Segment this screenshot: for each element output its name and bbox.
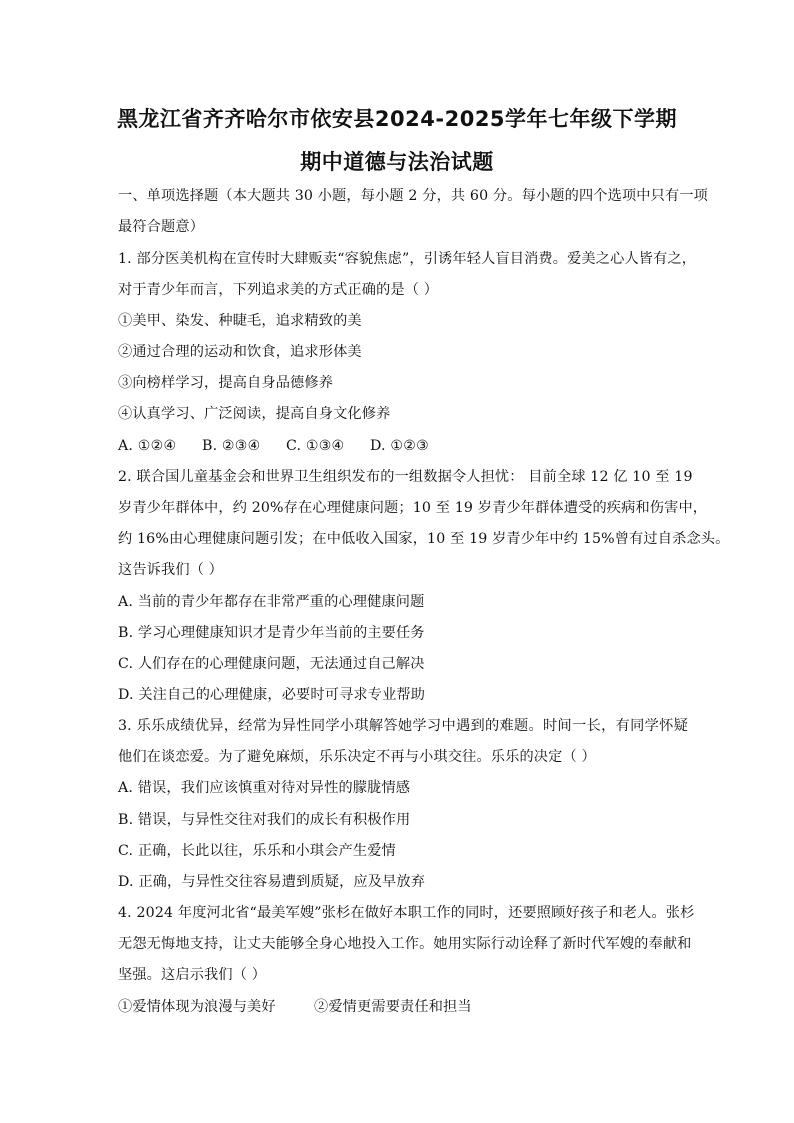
- section-instructions-line2: 最符合题意）: [118, 219, 205, 235]
- q1-statement-1: ①美甲、染发、种睫毛，追求精致的美: [118, 313, 362, 329]
- exam-title-line2: 期中道德与法治试题: [300, 150, 494, 174]
- q2-option-b: B. 学习心理健康知识才是青少年当前的主要任务: [118, 625, 425, 641]
- q1-option-b: B. ②③④: [202, 438, 261, 454]
- q3-option-c: C. 正确，长此以往，乐乐和小琪会产生爱情: [118, 843, 396, 859]
- q4-stem-line1: 4. 2024 年度河北省“最美军嫂”张杉在做好本职工作的同时，还要照顾好孩子和老人。张杉: [118, 905, 695, 921]
- q1-option-a: A. ①②④: [118, 438, 177, 454]
- q4-statement-2: ②爱情更需要责任和担当: [314, 999, 472, 1015]
- q4-stem-line3: 坚强。这启示我们（ ）: [118, 967, 267, 983]
- q1-option-c: C. ①③④: [286, 438, 345, 454]
- exam-title-line1: 黑龙江省齐齐哈尔市依安县2024-2025学年七年级下学期: [116, 107, 678, 131]
- q2-stem-line2: 岁青少年群体中，约 20%存在心理健康问题；10 至 19 岁青少年群体遭受的疾病和伤害中，: [118, 500, 708, 516]
- q4-stem-line2: 无怨无悔地支持，让丈夫能够全身心地投入工作。她用实际行动诠释了新时代军嫂的奉献和: [118, 936, 692, 952]
- q2-stem-line3: 约 16%由心理健康问题引发；在中低收入国家，10 至 19 岁青少年中约 15%曾有过自杀念头。: [118, 531, 730, 547]
- q1-option-d: D. ①②③: [370, 438, 429, 454]
- q1-options: [118, 437, 688, 455]
- q3-option-a: A. 错误，我们应该慎重对待对异性的朦胧情感: [118, 780, 411, 796]
- q1-statement-2: ②通过合理的运动和饮食，追求形体美: [118, 344, 362, 360]
- q2-stem-line4: 这告诉我们（ ）: [118, 562, 224, 578]
- q4-statements: [118, 998, 688, 1016]
- q3-option-b: B. 错误，与异性交往对我们的成长有积极作用: [118, 812, 411, 828]
- q3-stem-line2: 他们在谈恋爱。为了避免麻烦，乐乐决定不再与小琪交往。乐乐的决定（ ）: [118, 749, 596, 765]
- q2-option-c: C. 人们存在的心理健康问题，无法通过自己解决: [118, 656, 425, 672]
- q2-stem-line1: 2. 联合国儿童基金会和世界卫生组织发布的一组数据令人担忧： 目前全球 12 亿 10 至 19: [118, 469, 693, 485]
- q3-option-d: D. 正确，与异性交往容易遭到质疑，应及早放弃: [118, 874, 426, 890]
- q1-stem-line2: 对于青少年而言，下列追求美的方式正确的是（ ）: [118, 282, 439, 298]
- q1-stem-line1: 1. 部分医美机构在宣传时大肆贩卖“容貌焦虑”，引诱年轻人盲目消费。爱美之心人皆有之，: [118, 251, 697, 267]
- q1-statement-4: ④认真学习、广泛阅读，提高自身文化修养: [118, 406, 391, 422]
- q2-option-d: D. 关注自己的心理健康，必要时可寻求专业帮助: [118, 687, 426, 703]
- section-instructions-line1: 一、单项选择题（本大题共 30 小题，每小题 2 分，共 60 分。每小题的四个选项中只有一项: [118, 188, 708, 204]
- q3-stem-line1: 3. 乐乐成绩优异，经常为异性同学小琪解答她学习中遇到的难题。时间一长，有同学怀疑: [118, 718, 688, 734]
- q2-option-a: A. 当前的青少年都存在非常严重的心理健康问题: [118, 594, 425, 610]
- q1-statement-3: ③向榜样学习，提高自身品德修养: [118, 375, 334, 391]
- q4-statement-1: ①爱情体现为浪漫与美好: [118, 999, 276, 1015]
